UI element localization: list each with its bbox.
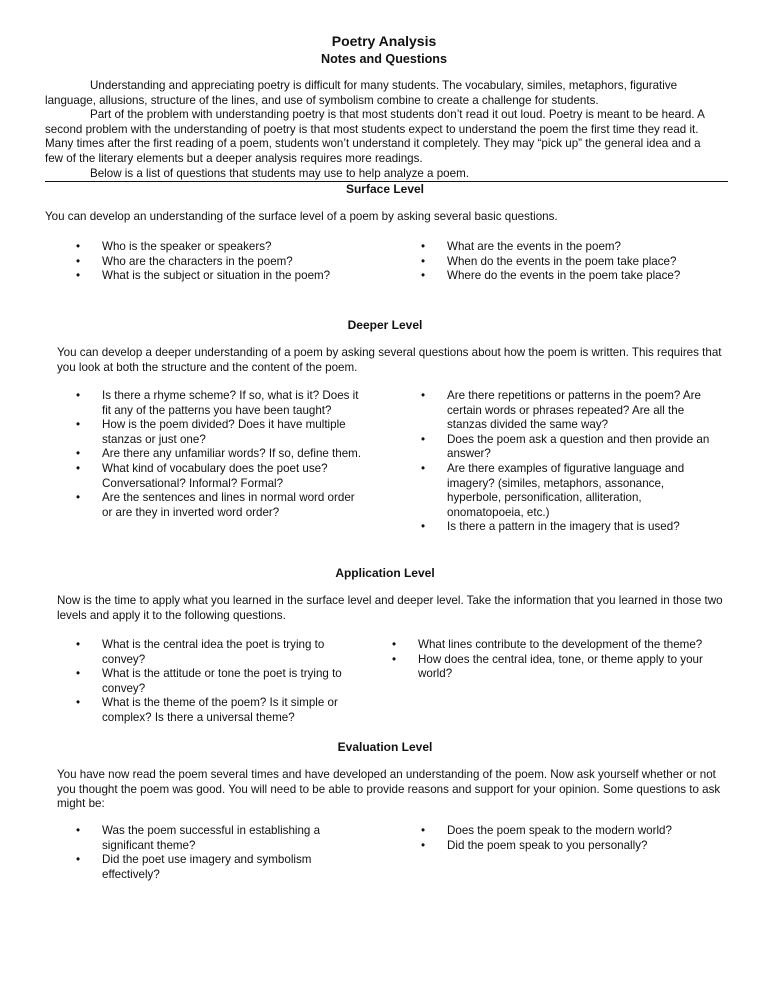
list-item: • Are there examples of figurative language and imagery? (similes, metaphors, assonance, hyperbole, personification, alliteration, onomatopoeia, etc.) [421,462,711,520]
evaluation-level-list-right [421,824,721,853]
list-item: • What is the theme of the poem? Is it simple or complex? Is there a universal theme? [76,696,366,725]
evaluation-level-list-left [76,824,366,882]
application-level-heading: Application Level [335,566,435,580]
list-item: • Where do the events in the poem take place? [421,269,687,284]
intro-paragraph-1: Understanding and appreciating poetry is difficult for many students. The vocabulary, similes, metaphors, figurative language, allusions, structure of the lines, and use of symbolism combine to create a challenge for students. [45,79,678,107]
application-level-list-left [76,638,366,726]
application-level-list-right [392,638,712,682]
list-item: • Is there a pattern in the imagery that is used? [421,520,711,535]
deeper-level-list-left [76,389,366,520]
surface-level-text: You can develop an understanding of the surface level of a poem by asking several basic questions. [45,210,558,223]
deeper-level-list-right [421,389,711,535]
surface-level-list-left [76,240,376,284]
list-item: • Does the poem speak to the modern world? [421,824,721,839]
intro-section [45,79,715,181]
list-item: • Who are the characters in the poem? [76,255,376,270]
list-item: • When do the events in the poem take place? [421,255,711,270]
list-item: • How does the central idea, tone, or theme apply to your world? [392,653,712,682]
list-item: • What is the subject or situation in the poem? [76,269,376,284]
intro-paragraph-3: Below is a list of questions that students may use to help analyze a poem. [90,166,469,180]
list-item: • Are there repetitions or patterns in the poem? Are certain words or phrases repeated? Are all the stanzas divided the same way? [421,389,711,433]
list-item: • Are the sentences and lines in normal word order or are they in inverted word order? [76,491,366,520]
application-level-text: Now is the time to apply what you learned in the surface level and deeper level. Take the information that you learned in those two levels and apply it to the following questions. [57,594,723,622]
list-item: • Did the poem speak to you personally? [421,839,721,854]
list-item: • What is the central idea the poet is trying to convey? [76,638,366,667]
list-item: • What lines contribute to the development of the theme? [392,638,712,653]
surface-level-heading: Surface Level [345,182,425,196]
surface-level-list-right [421,240,711,284]
list-item: • Did the poet use imagery and symbolism effectively? [76,853,366,882]
list-item: • What is the attitude or tone the poet is trying to convey? [76,667,366,696]
evaluation-level-text: You have now read the poem several times and have developed an understanding of the poem. Now ask yourself whether or not you thought the poem was good. You will need to be able to provide reasons and support for your opinion. Some questions to ask might be: [57,768,721,811]
evaluation-level-heading: Evaluation Level [337,740,433,754]
list-item: • What are the events in the poem? [421,240,711,255]
list-item: • Is there a rhyme scheme? If so, what is it? Does it fit any of the patterns you have been taught? [76,389,366,418]
list-item: • How is the poem divided? Does it have multiple stanzas or just one? [76,418,366,447]
intro-paragraph-2: Part of the problem with understanding poetry is that most students don’t read it out loud. Poetry is meant to be heard. A second problem with the understanding of poetry is that most students expect to understand the poem the first time they read it. Many times after the first reading of a poem, students won’t understand it completely. They may “pick up” the general idea and a few of the literary elements but a deeper analysis requires more readings. [45,108,705,165]
document-subtitle: Notes and Questions [321,52,447,66]
deeper-level-heading: Deeper Level [347,318,423,332]
list-item: • Was the poem successful in establishing a significant theme? [76,824,366,853]
document-title: Poetry Analysis [331,33,437,49]
deeper-level-text: You can develop a deeper understanding of a poem by asking several questions about how the poem is written. This requires that you look at both the structure and the content of the poem. [57,346,722,374]
list-item: • Does the poem ask a question and then provide an answer? [421,433,711,462]
list-item: • Who is the speaker or speakers? [76,240,376,255]
list-item: • Are there any unfamiliar words? If so, define them. [76,447,366,462]
list-item: • What kind of vocabulary does the poet use? Conversational? Informal? Formal? [76,462,366,491]
